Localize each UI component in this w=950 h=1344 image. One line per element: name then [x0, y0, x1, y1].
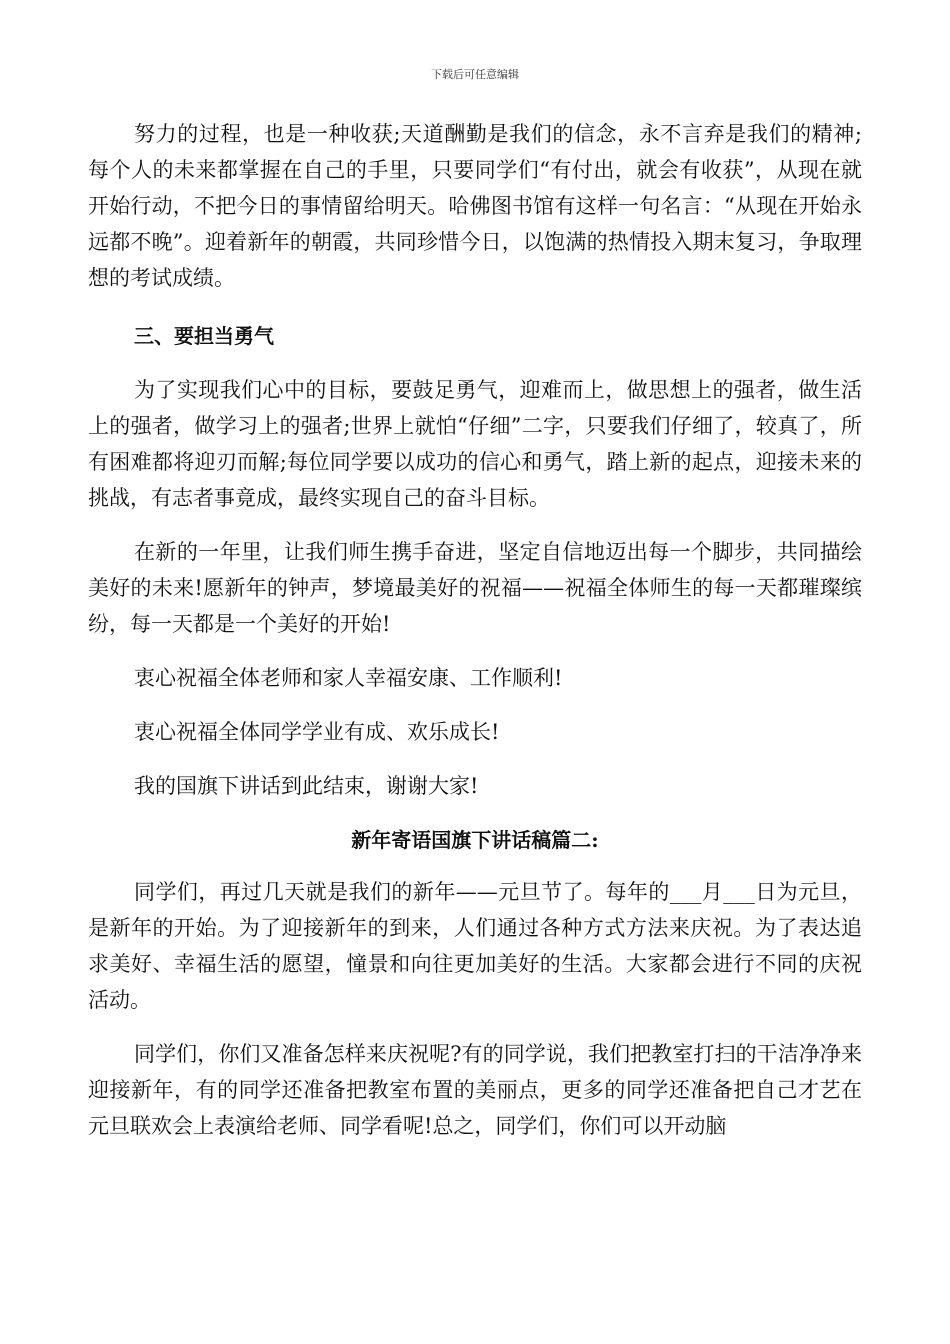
paragraph-new-year: 在新的一年里，让我们师生携手奋进，坚定自信地迈出每一个脚步，共同描绘美好的未来!愿新年的钟声，梦境最美好的祝福——祝福全体师生的每一天都璀璨缤纷，每一天都是一个美好的开始!: [88, 540, 862, 636]
paragraph-blessing-students: 衷心祝福全体同学学业有成、欢乐成长!: [134, 720, 500, 744]
paragraph-blessing-teachers: 衷心祝福全体老师和家人幸福安康、工作顺利!: [134, 666, 563, 690]
paragraph-celebration: 同学们，你们又准备怎样来庆祝呢?有的同学说，我们把教室打扫的干洁净净来迎接新年，有的同学还准备把教室布置的美丽点，更多的同学还准备把自己才艺在元旦联欢会上表演给老师、同学看呢!总之，同学们，你们可以开动脑: [88, 1042, 862, 1138]
document-body: [88, 116, 862, 1144]
paragraph-new-year-day: 同学们，再过几天就是我们的新年——元旦节了。每年的___月___日为元旦，是新年的开始。为了迎接新年的到来，人们通过各种方式方法来庆祝。为了表达追求美好、幸福生活的愿望，憧景和向往更加美好的生活。大家都会进行不同的庆祝活动。: [88, 880, 862, 1012]
page-header: 下载后可任意编辑: [431, 68, 519, 81]
paragraph-courage: 为了实现我们心中的目标，要鼓足勇气，迎难而上，做思想上的强者，做生活上的强者，做学习上的强者;世界上就怕“仔细”二字，只要我们仔细了，较真了，所有困难都将迎刃而解;每位同学要以成功的信心和勇气，踏上新的起点，迎接未来的挑战，有志者事竟成，最终实现自己的奋斗目标。: [88, 378, 862, 510]
section-heading-courage: 三、要担当勇气: [134, 324, 274, 348]
paragraph-effort: 努力的过程，也是一种收获;天道酬勤是我们的信念，永不言弃是我们的精神;每个人的未来都掌握在自己的手里，只要同学们“有付出，就会有收获”，从现在就开始行动，不把今日的事情留给明天。哈佛图书馆有这样一句名言：“从现在开始永远都不晚”。迎着新年的朝霞，共同珍惜今日，以饱满的热情投入期末复习，争取理想的考试成绩。: [88, 122, 862, 290]
section-title-part-two: 新年寄语国旗下讲话稿篇二:: [351, 828, 599, 852]
paragraph-closing: 我的国旗下讲话到此结束，谢谢大家!: [134, 774, 479, 798]
